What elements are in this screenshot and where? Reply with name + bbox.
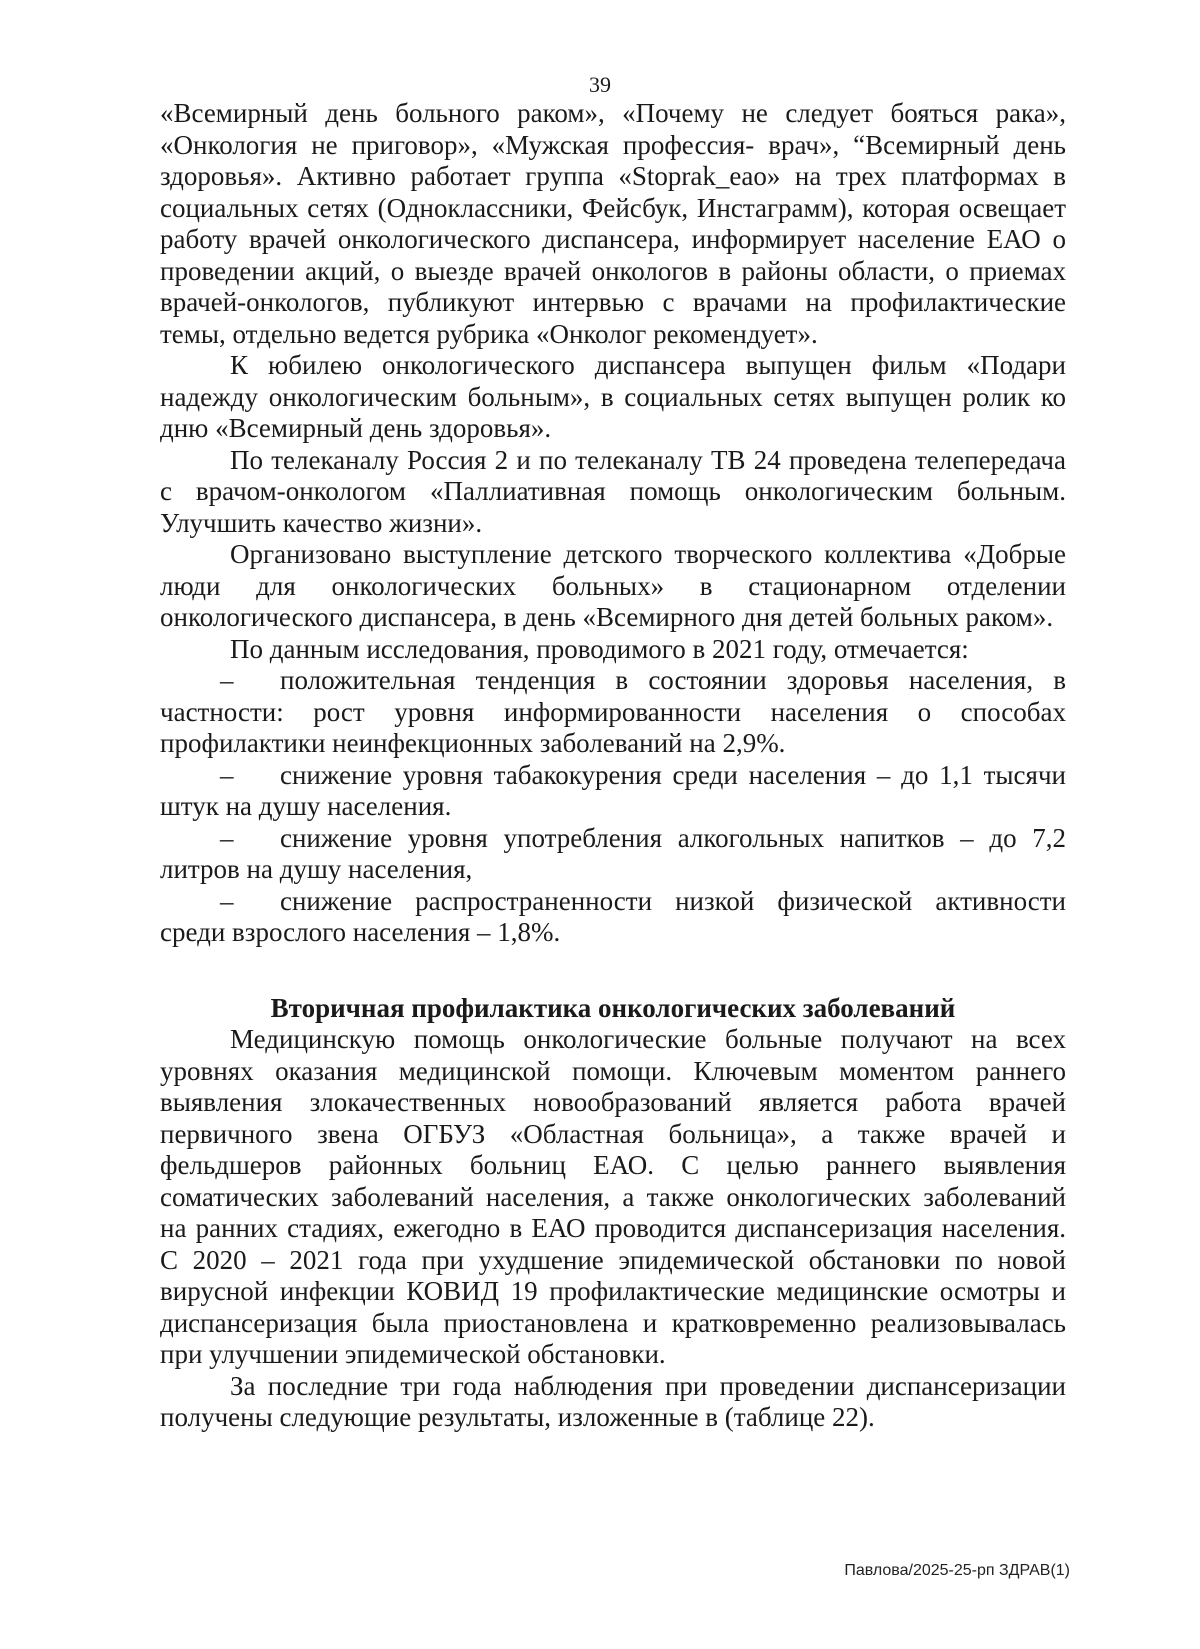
section-heading: Вторичная профилактика онкологических заболеваний	[270, 992, 956, 1023]
paragraph-film: К юбилею онкологического диспансера выпущен фильм «Подари надежду онкологическим больным», в социальных сетях выпущен ролик ко дню «Всемирный день здоровья».	[160, 350, 1066, 443]
list-item	[160, 823, 1066, 886]
paragraph-research-intro: По данным исследования, проводимого в 2021 году, отмечается:	[230, 633, 969, 664]
page-number: 39	[589, 72, 611, 97]
list-item-text: положительная тенденция в состоянии здоровья населения, в частности: рост уровня информированности населения о способах профилактики неинфекционных заболеваний на 2,9%.	[160, 665, 1066, 758]
list-dash: –	[220, 822, 234, 853]
paragraph-performance: Организовано выступление детского творческого коллектива «Добрые люди для онкологических больных» в стационарном отделении онкологического диспансера, в день «Всемирного дня детей больных раком».	[160, 539, 1066, 632]
paragraph-secondary-prevention: Медицинскую помощь онкологические больные получают на всех уровнях оказания медицинской помощи. Ключевым моментом раннего выявления злокачественных новообразований является работа врачей первичного звена ОГБУЗ «Областная больница», а также врачей и фельдшеров районных больниц ЕАО. С целью раннего выявления соматических заболеваний населения, а также онкологических заболеваний на ранних стадиях, ежегодно в ЕАО проводится диспансеризация населения. С 2020 – 2021 года при ухудшение эпидемической обстановки по новой вирусной инфекции КОВИД 19 профилактические медицинские осмотры и диспансеризация была приостановлена и кратковременно реализовывалась при улучшении эпидемической обстановки.	[160, 1024, 1066, 1369]
list-item-text: снижение уровня табакокурения среди населения – до 1,1 тысячи штук на душу населения.	[160, 759, 1066, 821]
paragraph-tv: По телеканалу Россия 2 и по телеканалу ТВ 24 проведена телепередача с врачом-онкологом «Паллиативная помощь онкологическим больным. Улучшить качество жизни».	[160, 444, 1066, 538]
list-dash: –	[220, 665, 234, 695]
list-item	[160, 760, 1066, 823]
paragraph-campaigns: «Всемирный день больного раком», «Почему не следует бояться рака», «Онкология не приговор», «Мужская профессия- врач», “Всемирный день здоровья». Активно работает группа «Stoprak_eao» на трех платформах в социальных сетях (Одноклассники, Фейсбук, Инстаграмм), которая освещает работу врачей онкологического диспансера, информирует население ЕАО о проведении акций, о выезде врачей онкологов в районы области, о приемах врачей-онкологов, публикуют интервью с врачами на профилактические темы, отдельно ведется рубрика «Онколог рекомендует».	[160, 98, 1066, 349]
footer-document-id: Павлова/2025-25-рп ЗДРАВ(1)	[844, 1562, 1070, 1579]
list-item-text: снижение распространенности низкой физической активности среди взрослого населения – 1,8%.	[160, 885, 1066, 947]
paragraph-results-reference: За последние три года наблюдения при проведении диспансеризации получены следующие результаты, изложенные в (таблице 22).	[160, 1370, 1066, 1432]
list-dash: –	[220, 885, 234, 916]
document-body	[160, 98, 1066, 1434]
list-item	[160, 886, 1066, 949]
list-item	[160, 665, 1066, 760]
list-dash: –	[220, 759, 234, 790]
list-item-text: снижение уровня употребления алкогольных напитков – до 7,2 литров на душу населения,	[160, 822, 1066, 884]
